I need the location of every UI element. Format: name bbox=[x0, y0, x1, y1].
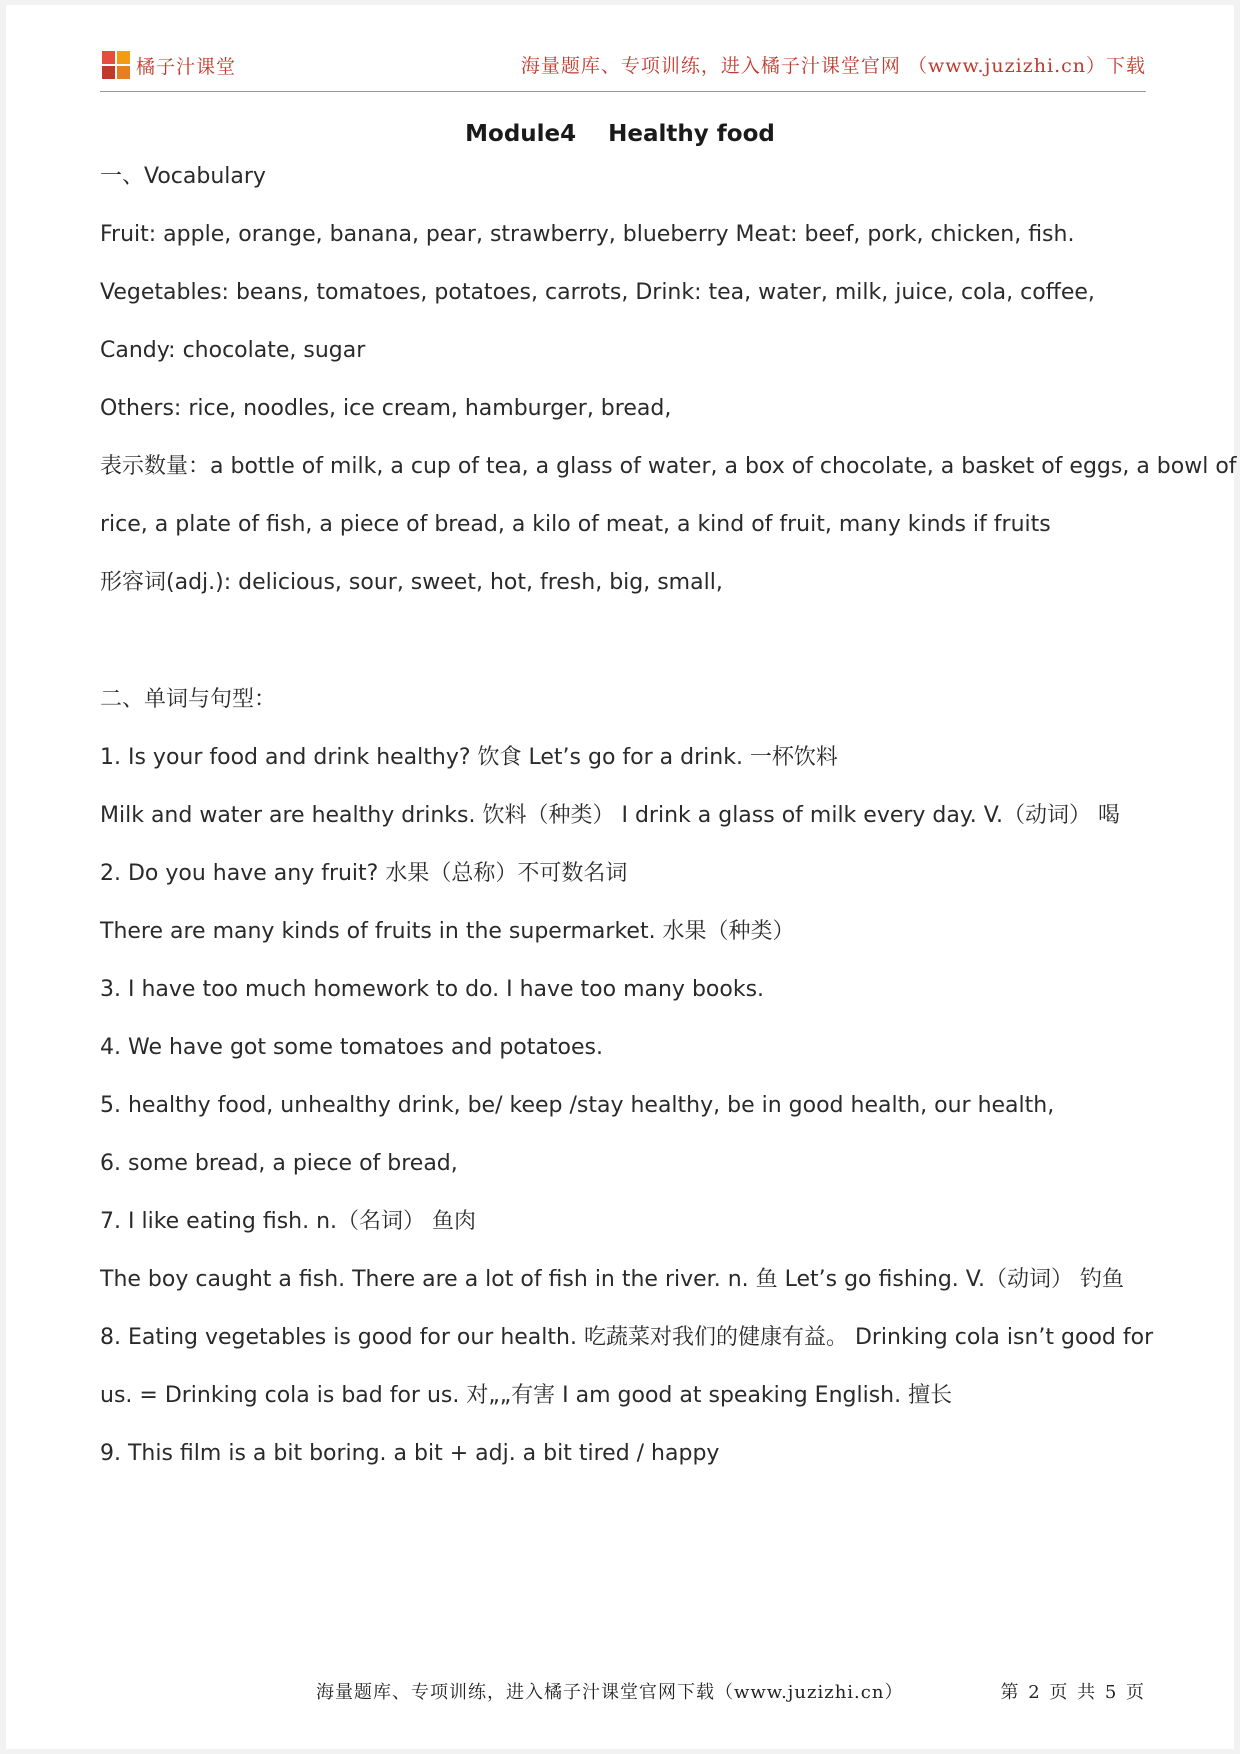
vocab-fruit-meat: Fruit: apple, orange, banana, pear, strawberry, blueberry Meat: beef, pork, chicken, fish. bbox=[100, 222, 1075, 247]
sentence-item: us. = Drinking cola is bad for us. 对„„有害 I am good at speaking English. 擅长 bbox=[100, 1383, 953, 1408]
vocab-quantity: 表示数量：a bottle of milk, a cup of tea, a glass of water, a box of chocolate, a basket of eggs, a bowl of bbox=[100, 454, 1237, 479]
sentence-item: 4. We have got some tomatoes and potatoes. bbox=[100, 1035, 603, 1060]
vocab-vegetables-drink: Vegetables: beans, tomatoes, potatoes, carrots, Drink: tea, water, milk, juice, cola, coffee, bbox=[100, 280, 1095, 305]
sentence-item: 7. I like eating fish. n.（名词） 鱼肉 bbox=[100, 1209, 477, 1234]
sentence-item: 1. Is your food and drink healthy? 饮食 Let’s go for a drink. 一杯饮料 bbox=[100, 745, 838, 770]
section-heading-vocabulary: 一、Vocabulary bbox=[100, 164, 266, 189]
page-title bbox=[6, 121, 1234, 147]
header-divider bbox=[100, 91, 1146, 92]
document-page bbox=[6, 5, 1237, 1749]
vocab-quantity-cont: rice, a plate of fish, a piece of bread, a kilo of meat, a kind of fruit, many kinds if fruits bbox=[100, 512, 1051, 537]
sentence-item: 9. This film is a bit boring. a bit + adj. a bit tired / happy bbox=[100, 1441, 720, 1466]
site-logo[interactable] bbox=[102, 49, 236, 81]
sentence-item: 3. I have too much homework to do. I have too many books. bbox=[100, 977, 765, 1002]
vocab-others: Others: rice, noodles, ice cream, hamburger, bread, bbox=[100, 396, 672, 421]
sentence-item: The boy caught a fish. There are a lot of fish in the river. n. 鱼 Let’s go fishing. V.（动词） 钓鱼 bbox=[100, 1267, 1124, 1292]
section-heading-sentences: 二、单词与句型： bbox=[100, 687, 277, 712]
sentence-item: Milk and water are healthy drinks. 饮料（种类） I drink a glass of milk every day. V.（动词） 喝 bbox=[100, 803, 1120, 828]
title-topic: Healthy food bbox=[608, 121, 775, 147]
footer-ad-link[interactable]: 海量题库、专项训练，进入橘子汁课堂官网下载（www.juzizhi.cn） bbox=[316, 1682, 904, 1703]
header-ad-link[interactable]: 海量题库、专项训练，进入橘子汁课堂官网 （www.juzizhi.cn）下载 bbox=[520, 55, 1146, 77]
sentence-item: 5. healthy food, unhealthy drink, be/ keep /stay healthy, be in good health, our health, bbox=[100, 1093, 1055, 1118]
sentence-item: There are many kinds of fruits in the supermarket. 水果（种类） bbox=[100, 919, 795, 944]
logo-icon bbox=[102, 51, 130, 79]
sentence-item: 2. Do you have any fruit? 水果（总称）不可数名词 bbox=[100, 861, 628, 886]
title-module: Module4 bbox=[465, 121, 577, 147]
page-number: 第 2 页 共 5 页 bbox=[1000, 1682, 1146, 1703]
vocab-candy: Candy: chocolate, sugar bbox=[100, 338, 366, 363]
sentence-item: 8. Eating vegetables is good for our health. 吃蔬菜对我们的健康有益。 Drinking cola isn’t good for bbox=[100, 1325, 1154, 1350]
logo-text: 橘子汁课堂 bbox=[136, 55, 237, 78]
sentence-item: 6. some bread, a piece of bread, bbox=[100, 1151, 458, 1176]
vocab-adjectives: 形容词(adj.): delicious, sour, sweet, hot, fresh, big, small, bbox=[100, 570, 723, 595]
